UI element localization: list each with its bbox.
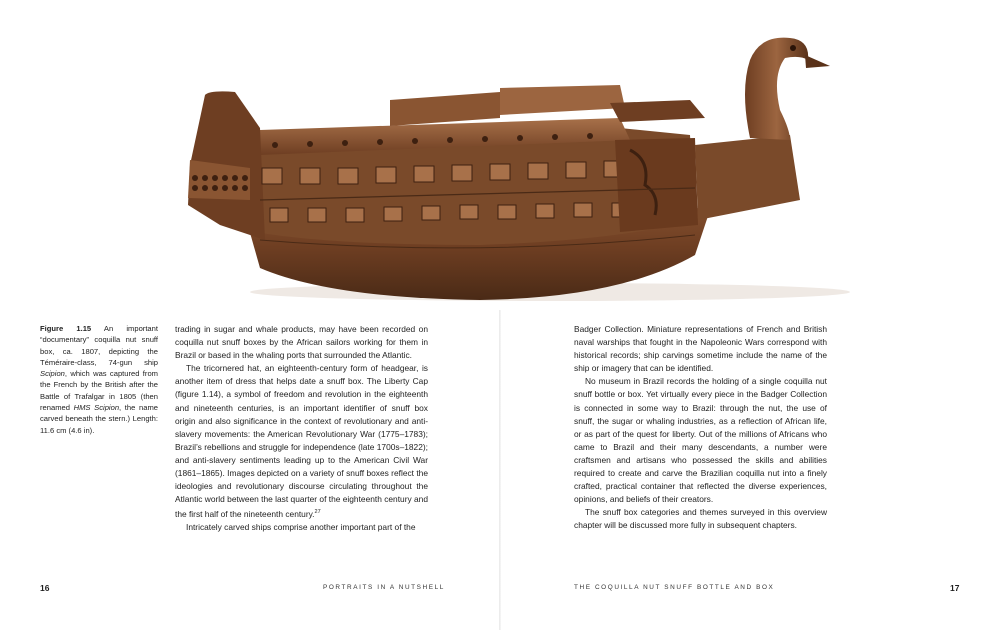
paragraph: Intricately carved ships comprise another important part of the bbox=[186, 522, 416, 533]
paragraph-text: The tricornered hat, an eighteenth-century form of headgear, is another item of dress that helps date a snuff box. The Liberty Cap (figure 1.14), a symbol of freedom and revolution in the eighteenth and nineteenth centuries, is an important identifier of snuff box origin and also significance in the context of revolutionary and anti-slavery movements: the American Revolutionary War (1775–1783); Brazil’s rebellions and struggle for independence (late 1700s–1822); and anti-slavery sentiments leading up to the American Civil War (1861–1865). Images depicted on a variety of snuff boxes reflect the ideologies and revolutionary discourse circulating throughout the Atlantic world between the last quarter of the eighteenth century and the first half of the nineteenth century. bbox=[175, 363, 428, 520]
paragraph bbox=[175, 362, 428, 521]
caption-ship-name: Scipion bbox=[40, 369, 65, 379]
paragraph: Badger Collection. Miniature representations of French and British naval warships that fought in the Napoleonic Wars correspond with historical records; ship carvings sometime include the name of the ship or imagery that can be identified. bbox=[574, 324, 827, 374]
footnote-ref: 27 bbox=[314, 509, 321, 516]
page-number-left: 16 bbox=[40, 583, 50, 593]
left-text-column bbox=[175, 323, 428, 534]
caption-text-1: An important “documentary” coquilla nut snuff box, ca. 1807, depicting the Téméraire-class, 74-gun ship bbox=[40, 324, 158, 367]
figure-label: Figure 1.15 bbox=[40, 324, 92, 333]
right-text-column bbox=[574, 323, 827, 533]
paragraph: trading in sugar and whale products, may have been recorded on coquilla nut snuff boxes by the African sailors working for them in Brazil or based in the whaling ports that surrounded the Atlantic. bbox=[175, 324, 428, 361]
caption-text-2: , which was captured from the French by the British after the Battle of Trafalgar in 1805 (then renamed bbox=[40, 369, 158, 413]
paragraph: No museum in Brazil records the holding of a single coquilla nut snuff bottle or box. Yet virtually every piece in the Badger Collection is connected in some way to Brazil: through the nut, the use of snuff, the sugar or whaling industries, as a reflection of African life, or as part of the quest for liberty. Out of the millions of Africans who came to Brazil and their many descendants, a number were craftsmen and artisans who possessed the skills and abilities required to create and carve the Brazilian coquilla nut into a finely crafted, practical container that reflected the diverse experiences, opinions, and beliefs of their creators. bbox=[574, 376, 827, 505]
caption-text-3: , the name carved beneath the stern.) Length: 11.6 cm (4.6 in). bbox=[40, 403, 158, 435]
figure-caption bbox=[40, 323, 158, 436]
running-head-left: PORTRAITS IN A NUTSHELL bbox=[323, 584, 445, 591]
snuff-box-photo bbox=[150, 0, 875, 310]
page-number-right: 17 bbox=[950, 583, 960, 593]
caption-renamed: HMS Scipion bbox=[73, 403, 120, 413]
ship-snuff-box-illustration bbox=[150, 0, 875, 310]
running-head-right: THE COQUILLA NUT SNUFF BOTTLE AND BOX bbox=[574, 584, 775, 591]
paragraph: The snuff box categories and themes surveyed in this overview chapter will be discussed more fully in subsequent chapters. bbox=[574, 507, 827, 531]
